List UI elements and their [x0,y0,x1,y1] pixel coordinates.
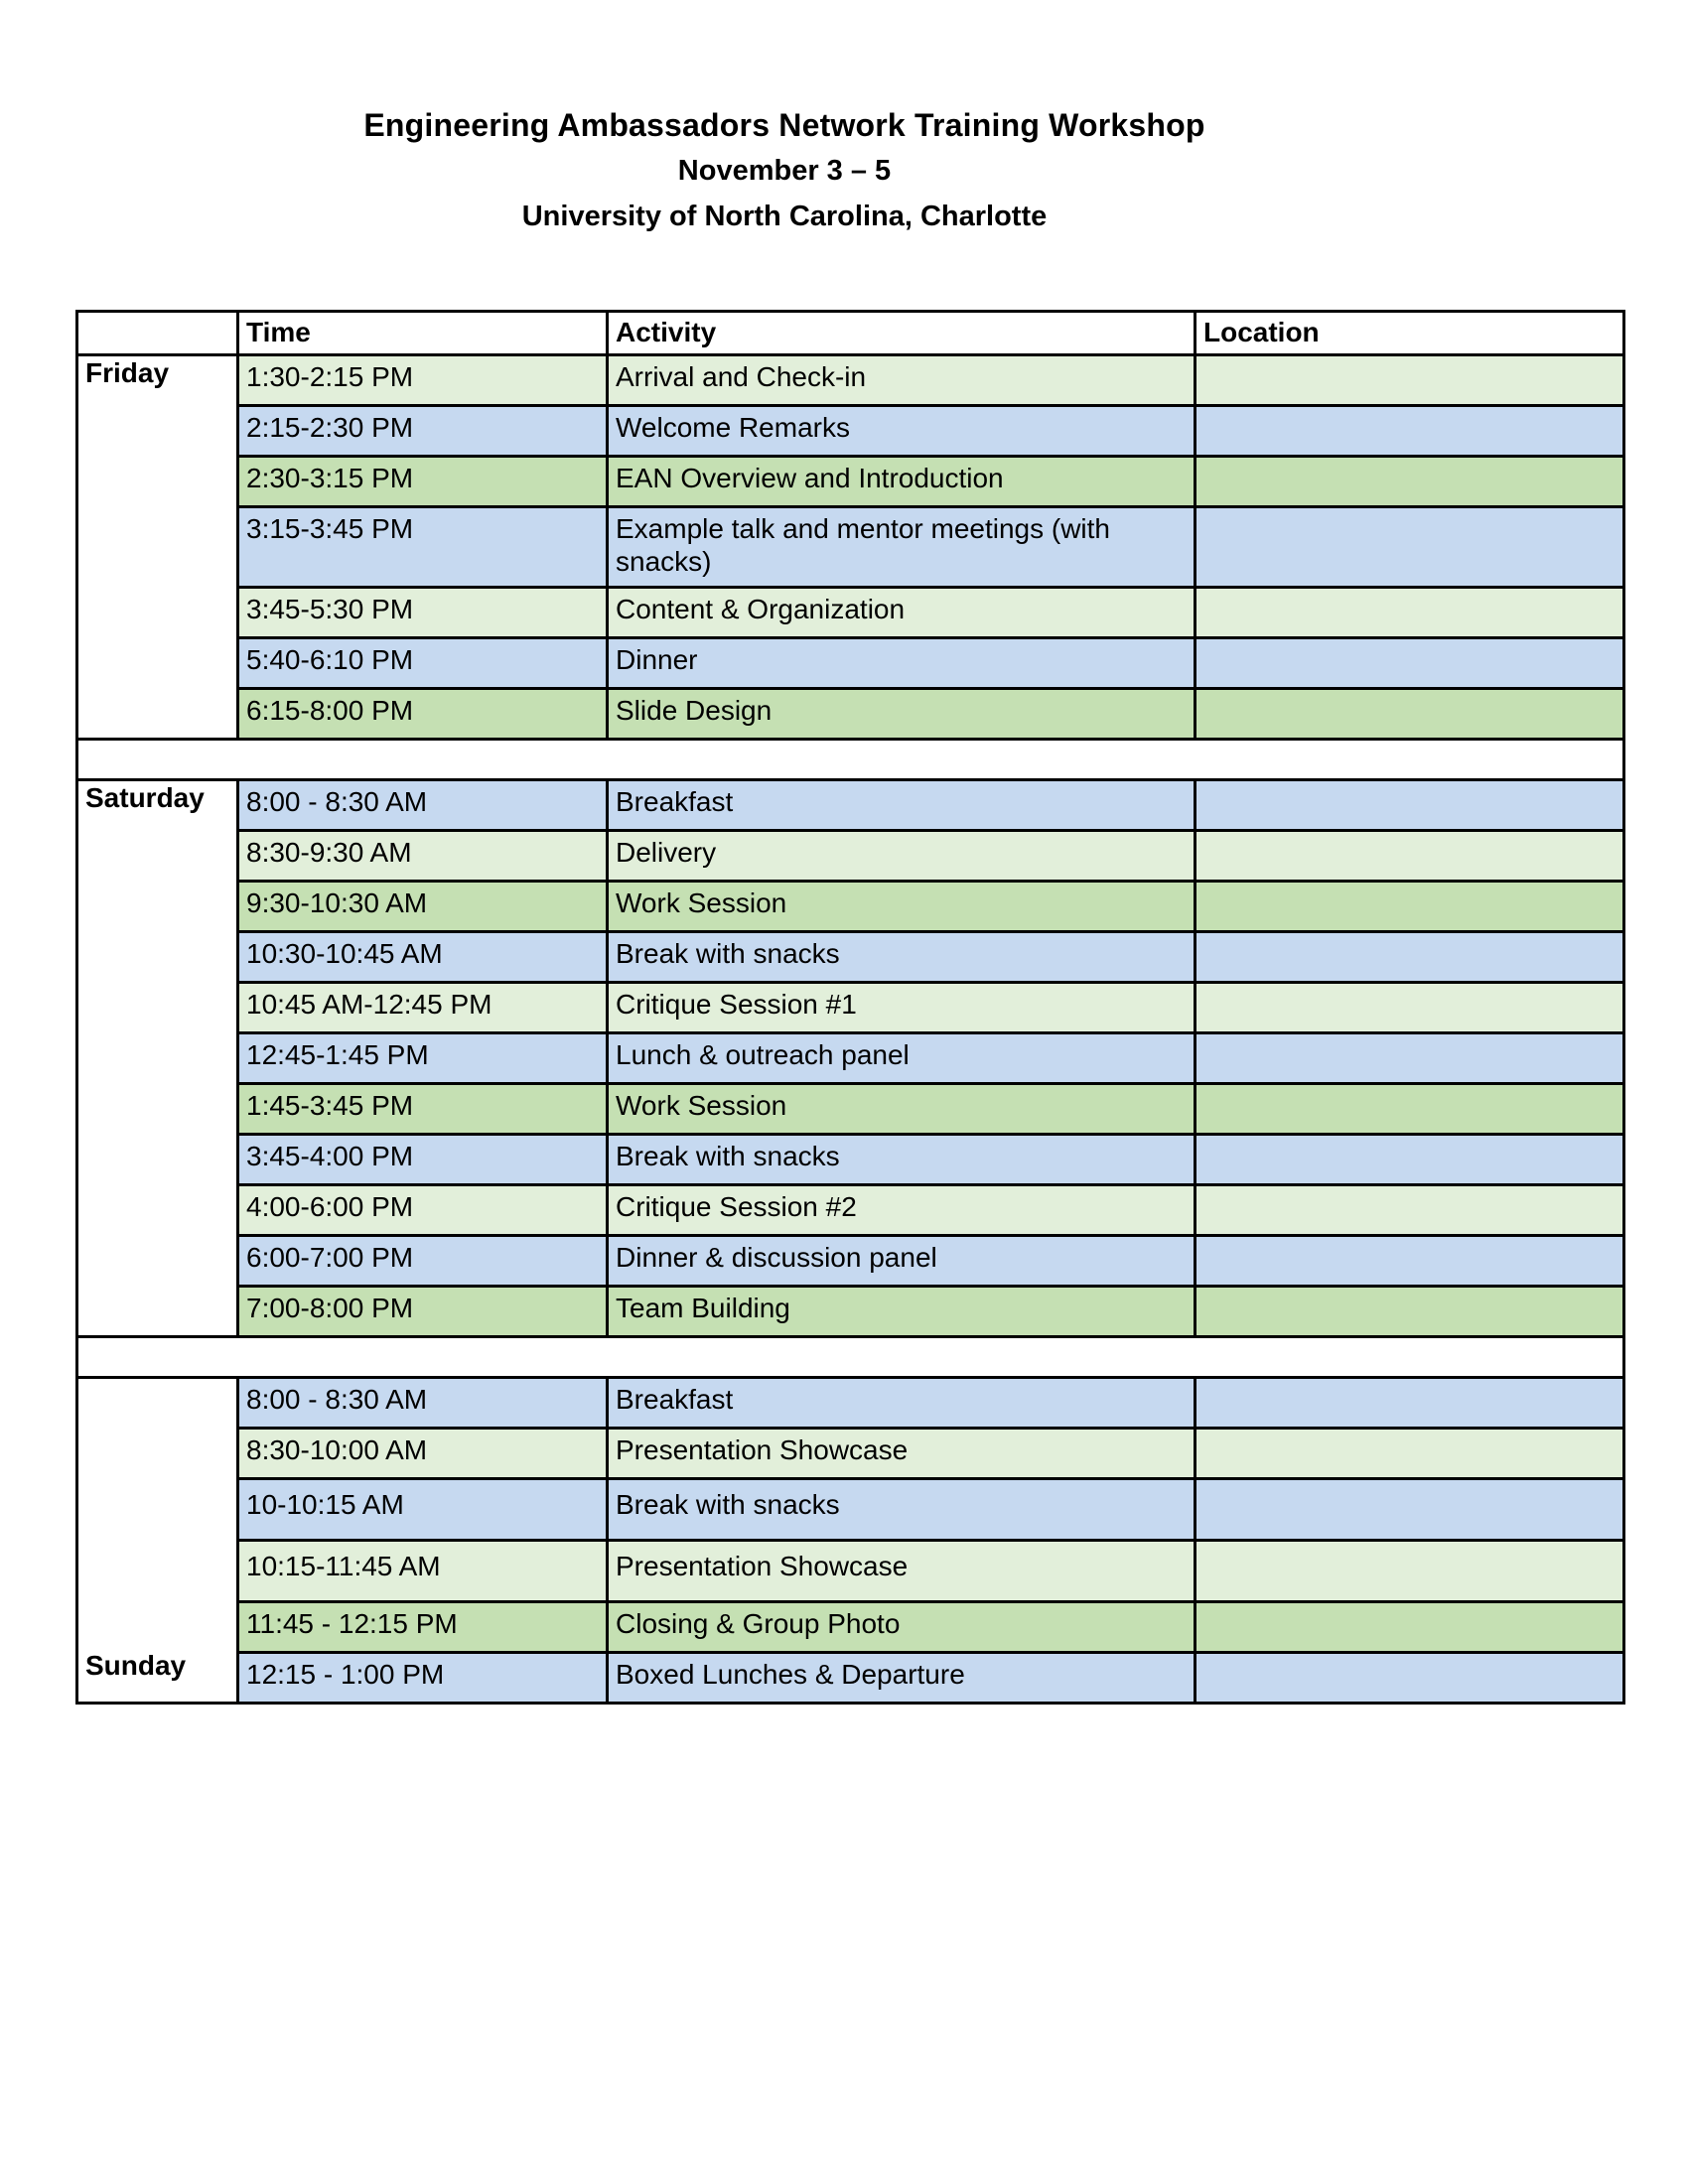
activity-cell: Break with snacks [608,1135,1196,1185]
activity-cell: Boxed Lunches & Departure [608,1653,1196,1704]
location-cell [1196,355,1624,406]
time-cell: 2:15-2:30 PM [238,406,608,457]
time-cell: 7:00-8:00 PM [238,1287,608,1337]
activity-cell: Slide Design [608,689,1196,740]
location-cell [1196,1287,1624,1337]
time-cell: 6:00-7:00 PM [238,1236,608,1287]
day-separator [77,1337,1624,1378]
location-cell [1196,588,1624,638]
location-cell [1196,457,1624,507]
document-title: Engineering Ambassadors Network Training Workshop [363,107,1205,143]
schedule-header-row [77,312,1624,355]
day-label-saturday: Saturday [77,780,238,1337]
location-cell [1196,1602,1624,1653]
schedule-row [77,932,1624,983]
schedule-table [75,310,1625,1705]
location-cell [1196,1541,1624,1602]
time-cell: 1:30-2:15 PM [238,355,608,406]
activity-cell: Breakfast [608,1378,1196,1429]
location-cell [1196,780,1624,831]
activity-cell: Team Building [608,1287,1196,1337]
schedule-row [77,1236,1624,1287]
schedule-body [77,355,1624,1704]
schedule-row [77,1429,1624,1479]
schedule-row [77,1541,1624,1602]
time-cell: 11:45 - 12:15 PM [238,1602,608,1653]
schedule-row [77,355,1624,406]
time-cell: 6:15-8:00 PM [238,689,608,740]
activity-cell: Dinner & discussion panel [608,1236,1196,1287]
day-separator-row [77,740,1624,780]
schedule-row [77,882,1624,932]
time-cell: 1:45-3:45 PM [238,1084,608,1135]
schedule-row [77,780,1624,831]
schedule-row [77,1479,1624,1541]
location-cell [1196,1033,1624,1084]
schedule-row [77,1185,1624,1236]
schedule-row [77,1033,1624,1084]
activity-cell: Content & Organization [608,588,1196,638]
activity-cell: Work Session [608,882,1196,932]
activity-cell: Presentation Showcase [608,1541,1196,1602]
day-column-header [77,312,238,355]
schedule-row [77,1135,1624,1185]
time-cell: 10:15-11:45 AM [238,1541,608,1602]
activity-column-header: Activity [608,312,1196,355]
schedule-row [77,1287,1624,1337]
location-cell [1196,406,1624,457]
location-column-header: Location [1196,312,1624,355]
location-cell [1196,1429,1624,1479]
time-cell: 3:45-5:30 PM [238,588,608,638]
activity-cell: Delivery [608,831,1196,882]
time-cell: 10:30-10:45 AM [238,932,608,983]
event-venue: University of North Carolina, Charlotte [521,201,1048,232]
location-cell [1196,689,1624,740]
activity-cell: Break with snacks [608,1479,1196,1541]
time-cell: 8:30-9:30 AM [238,831,608,882]
location-cell [1196,1135,1624,1185]
time-cell: 8:00 - 8:30 AM [238,780,608,831]
day-label-friday: Friday [77,355,238,740]
time-cell: 12:45-1:45 PM [238,1033,608,1084]
schedule-row [77,1602,1624,1653]
activity-cell: Breakfast [608,780,1196,831]
time-cell: 4:00-6:00 PM [238,1185,608,1236]
location-cell [1196,1378,1624,1429]
location-cell [1196,507,1624,588]
location-cell [1196,1653,1624,1704]
day-separator [77,740,1624,780]
activity-cell: EAN Overview and Introduction [608,457,1196,507]
schedule-row [77,588,1624,638]
schedule-row [77,1653,1624,1704]
schedule-row [77,983,1624,1033]
location-cell [1196,831,1624,882]
event-dates: November 3 – 5 [677,155,892,187]
activity-cell: Arrival and Check-in [608,355,1196,406]
activity-cell: Critique Session #1 [608,983,1196,1033]
time-cell: 8:00 - 8:30 AM [238,1378,608,1429]
schedule-row [77,507,1624,588]
time-cell: 12:15 - 1:00 PM [238,1653,608,1704]
activity-cell: Closing & Group Photo [608,1602,1196,1653]
location-cell [1196,1185,1624,1236]
schedule-row [77,457,1624,507]
schedule-row [77,831,1624,882]
time-cell: 3:45-4:00 PM [238,1135,608,1185]
location-cell [1196,983,1624,1033]
day-separator-row [77,1337,1624,1378]
location-cell [1196,932,1624,983]
time-cell: 9:30-10:30 AM [238,882,608,932]
activity-cell: Work Session [608,1084,1196,1135]
activity-cell: Dinner [608,638,1196,689]
day-label-sunday: Sunday [77,1378,238,1704]
schedule-row [77,689,1624,740]
activity-cell: Presentation Showcase [608,1429,1196,1479]
location-cell [1196,1084,1624,1135]
activity-cell: Example talk and mentor meetings (with snacks) [608,507,1196,588]
time-cell: 3:15-3:45 PM [238,507,608,588]
location-cell [1196,882,1624,932]
time-cell: 8:30-10:00 AM [238,1429,608,1479]
time-cell: 10-10:15 AM [238,1479,608,1541]
location-cell [1196,638,1624,689]
time-cell: 10:45 AM-12:45 PM [238,983,608,1033]
schedule-row [77,1084,1624,1135]
activity-cell: Lunch & outreach panel [608,1033,1196,1084]
schedule-row [77,638,1624,689]
activity-cell: Break with snacks [608,932,1196,983]
location-cell [1196,1479,1624,1541]
activity-cell: Critique Session #2 [608,1185,1196,1236]
schedule-row [77,406,1624,457]
time-column-header: Time [238,312,608,355]
location-cell [1196,1236,1624,1287]
time-cell: 5:40-6:10 PM [238,638,608,689]
activity-cell: Welcome Remarks [608,406,1196,457]
time-cell: 2:30-3:15 PM [238,457,608,507]
schedule-row [77,1378,1624,1429]
